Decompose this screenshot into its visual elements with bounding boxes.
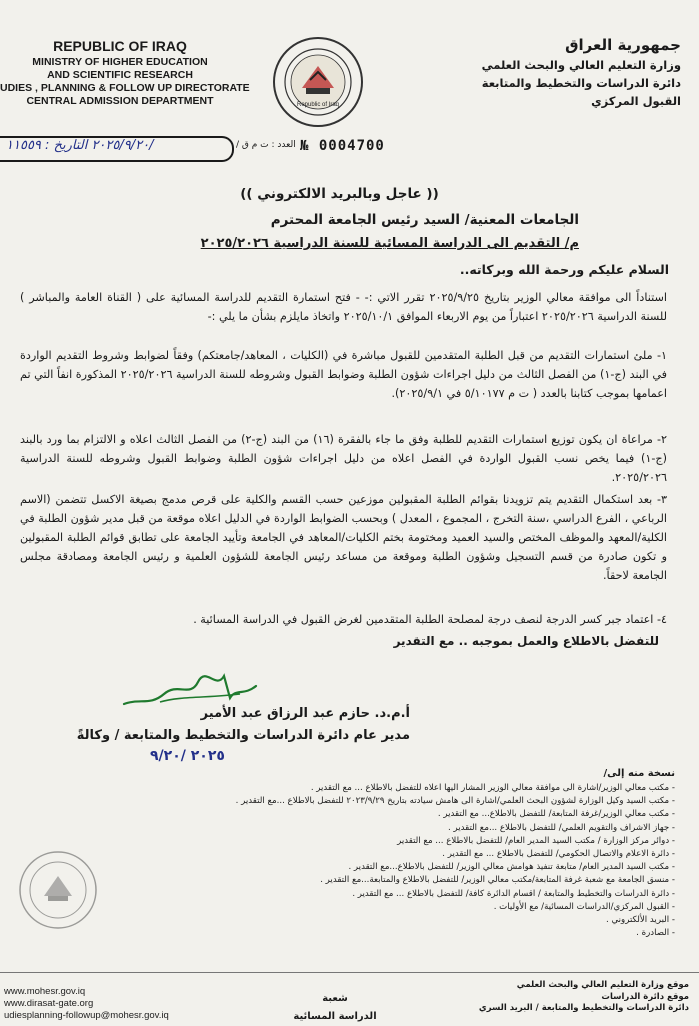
reference-box [0,136,234,162]
footer-section [290,990,380,1026]
footer-websites [4,986,169,1022]
list-item: - مكتب معالي الوزير/غرفة المتابعة/ للتفضل بالاطلاع... مع التقدير . [437,809,675,820]
letterhead-country: REPUBLIC OF IRAQ [53,38,187,54]
letterhead-ministry-2: AND SCIENTIFIC RESEARCH [47,68,193,81]
subject-line: م/ التقديم الى الدراسة المسائية للسنة الدراسية ٢٠٢٥/٢٠٢٦ [200,236,579,251]
paragraph-2: ٢- مراعاة ان يكون توزيع استمارات التقديم للطلبة وفق ما جاء بالفقرة (١٦) من البند (ج-٢) من الفصل الثالث اعلاه و الالتزام بما ورد بالبند (ج-١) فيما يخص نسب القبول الواردة في الفصل اعلاه من دليل اجراءات شؤون الطلبة وضوابط القبول وشروطه للسنة الدراسية ٢٠٢٥/٢٠٢٦. [20,433,667,484]
signature-date: ٢٠٢٥ /٩/٢٠ [150,748,225,764]
paragraph-3: ٣- بعد استكمال التقديم يتم تزويدنا بقوائم الطلبة المقبولين موزعين حسب القسم والكلية على قرص مدمج بصيغة الاكسل تتضمن (الاسم الرباعي ، الفرع الدراسي ،سنة التخرج ، المجموع ، المعدل ) وبحسب الضوابط الواردة في الدليل اعلاه موقعة من قبل مدير شؤون الطلبة في الكلية/المعهد والموظف المختص والسيد العميد ومختومة بختم الكليات/المعاهد في الجامعة وتأييد الجامعة على تطابق قوائم الطلبة المقبولين و تكون صادرة من قسم التسجيل وشؤون الطلبة وموقعة من مساعد رئيس الجامعة للشؤون العلمية و رئيس الجامعة ومصادقة مجلس الجامعة لاحقاً. [20,493,667,582]
list-item: - دائرة الاعلام والاتصال الحكومي/ للتفضل بالاطلاع ... مع التقدير . [442,849,675,860]
footer-section-line: الدراسة المسائية [293,1011,377,1022]
list-item: - مكتب السيد وكيل الوزارة لشؤون البحث العلمي/اشارة الى هامش سيادته بتاريخ ٢٠٢٣/٩/٢٩ للتفضل بالاطلاع ...مع التقدير . [235,796,675,807]
recipient-line: الجامعات المعنية/ السيد رئيس الجامعة المحترم [270,212,579,228]
reference-handwritten: ٢٠٢٥/٩/٢٠ التاريخ : ١١٥٥٩/ [6,138,154,153]
list-item: - جهاز الاشراف والتقويم العلمي/ للتفضل بالاطلاع ...مع التقدير . [448,822,675,833]
footer-line: موقع وزارة التعليم العالي والبحث العلمي [516,980,689,990]
footer-link[interactable]: www.mohesr.gov.iq [4,986,86,997]
letterhead-ministry-ar: وزارة التعليم العالي والبحث العلمي [481,58,681,73]
letterhead-department-ar: القبول المركزي [591,93,681,108]
list-item: - القبول المركزي/الدراسات المسائية/ مع الأوليات . [493,901,675,912]
list-item: - دائرة الدراسات والتخطيط والمتابعة / اقسام الدائرة كافة/ للتفضل بالاطلاع ... مع التقدير . [352,888,675,899]
list-item: - مكتب السيد المدير العام/ متابعة تنفيذ هوامش معالي الوزير/ للتفضل بالاطلاع...مع التقدير . [348,862,675,873]
paragraph-intro: استناداً الى موافقة معالي الوزير بتاريخ ٢٠٢٥/٩/٢٥ تقرر الاتي :- - فتح استمارة التقديم للدراسة المسائية على ( القناة العامة والمباشر ) للسنة الدراسية ٢٠٢٥/٢٠٢٦ اعتباراً من يوم الاربعاء الموافق ٢٠٢٥/١٠/١ واتخاذ مايلزم بشأن ما يلي :- [20,291,668,323]
letterhead-country-ar: جمهورية العراق [565,36,681,54]
english-letterhead [0,38,250,108]
list-item: - دوائر مركز الوزارة / مكتب السيد المدير العام/ للتفضل بالاطلاع ... مع التقدير [397,835,675,846]
signatory-title: مدير عام دائرة الدراسات والتخطيط والمتابعة / وكالةً [76,728,410,743]
list-item: - البريد الألكتروني . [606,915,675,926]
paragraph-1: ١- ملئ استمارات التقديم من قبل الطلبة المتقدمين للقبول مباشرة في (الكليات ، المعاهد/جامعتكم) وفقاً لضوابط وشروط التقديم الواردة في البند (ج-١) من الفصل الثالث من دليل اجراءات شؤون الطلبة وضوابط القبول وشروطه للسنة الدراسية ٢٠٢٥/٢٠٢٦ المذكورة انفاً التي تم اعمامها بموجب كتابنا بالعدد ( ت م ٥/١٠١٧٧ في ٢٠٢٥/٩/١). [20,349,667,400]
ministry-seal-icon [272,36,364,128]
copies-list [115,782,675,940]
serial-number: № 0004700 [300,138,385,154]
seal-caption: Republic of Iraq [296,102,340,108]
letterhead-directorate: UDIES , PLANNING & FOLLOW UP DIRECTORATE [0,81,250,94]
watermark-seal-icon [18,850,98,930]
closing-line: للتفضل بالاطلاع والعمل بموجبه .. مع التقدير [393,634,659,648]
footer-line: موقع دائرة الدراسات [601,991,689,1002]
letterhead-department: CENTRAL ADMISSION DEPARTMENT [26,94,214,107]
list-item: - مكتب معالي الوزير/اشارة الى موافقة معالي الوزير المشار اليها اعلاه للتفضل بالاطلاع ... مع التقدير . [310,783,675,793]
letterhead-directorate-ar: دائرة الدراسات والتخطيط والمتابعة [481,76,681,91]
signatory-name: أ.م.د. حازم عبد الرزاق عبد الأمير [200,706,410,721]
copies-title: نسخة منه إلى/ [603,768,675,779]
footer-arabic-links [429,980,689,1015]
reference-label: العدد : ت م ق / [236,140,296,150]
letterhead-ministry: MINISTRY OF HIGHER EDUCATION [32,55,208,68]
greeting: السلام عليكم ورحمة الله وبركاته.. [459,262,669,277]
urgent-notice: (( عاجل وبالبريد الالكتروني )) [240,186,439,202]
footer-line: دائرة الدراسات والتخطيط والمتابعة / البريد السري [478,1003,689,1013]
list-item: - الصادرة . [636,928,675,939]
arabic-letterhead [431,34,681,111]
footer-section-line: شعبة [322,993,348,1004]
footer-link[interactable]: www.dirasat-gate.org [4,998,94,1009]
footer-divider [0,972,699,973]
footer-email[interactable]: udiesplanning-followup@mohesr.gov.iq [4,1010,169,1021]
list-item: - منسق الجامعة مع شعبة غرفة المتابعة/مكتب معالي الوزير/ للتفضل بالاطلاع والمتابعة...مع التقدير . [320,875,675,886]
paragraph-4: ٤- اعتماد جبر كسر الدرجة لنصف درجة لمصلحة الطلبة المتقدمين لغرض القبول في الدراسة المسائية . [193,613,667,626]
